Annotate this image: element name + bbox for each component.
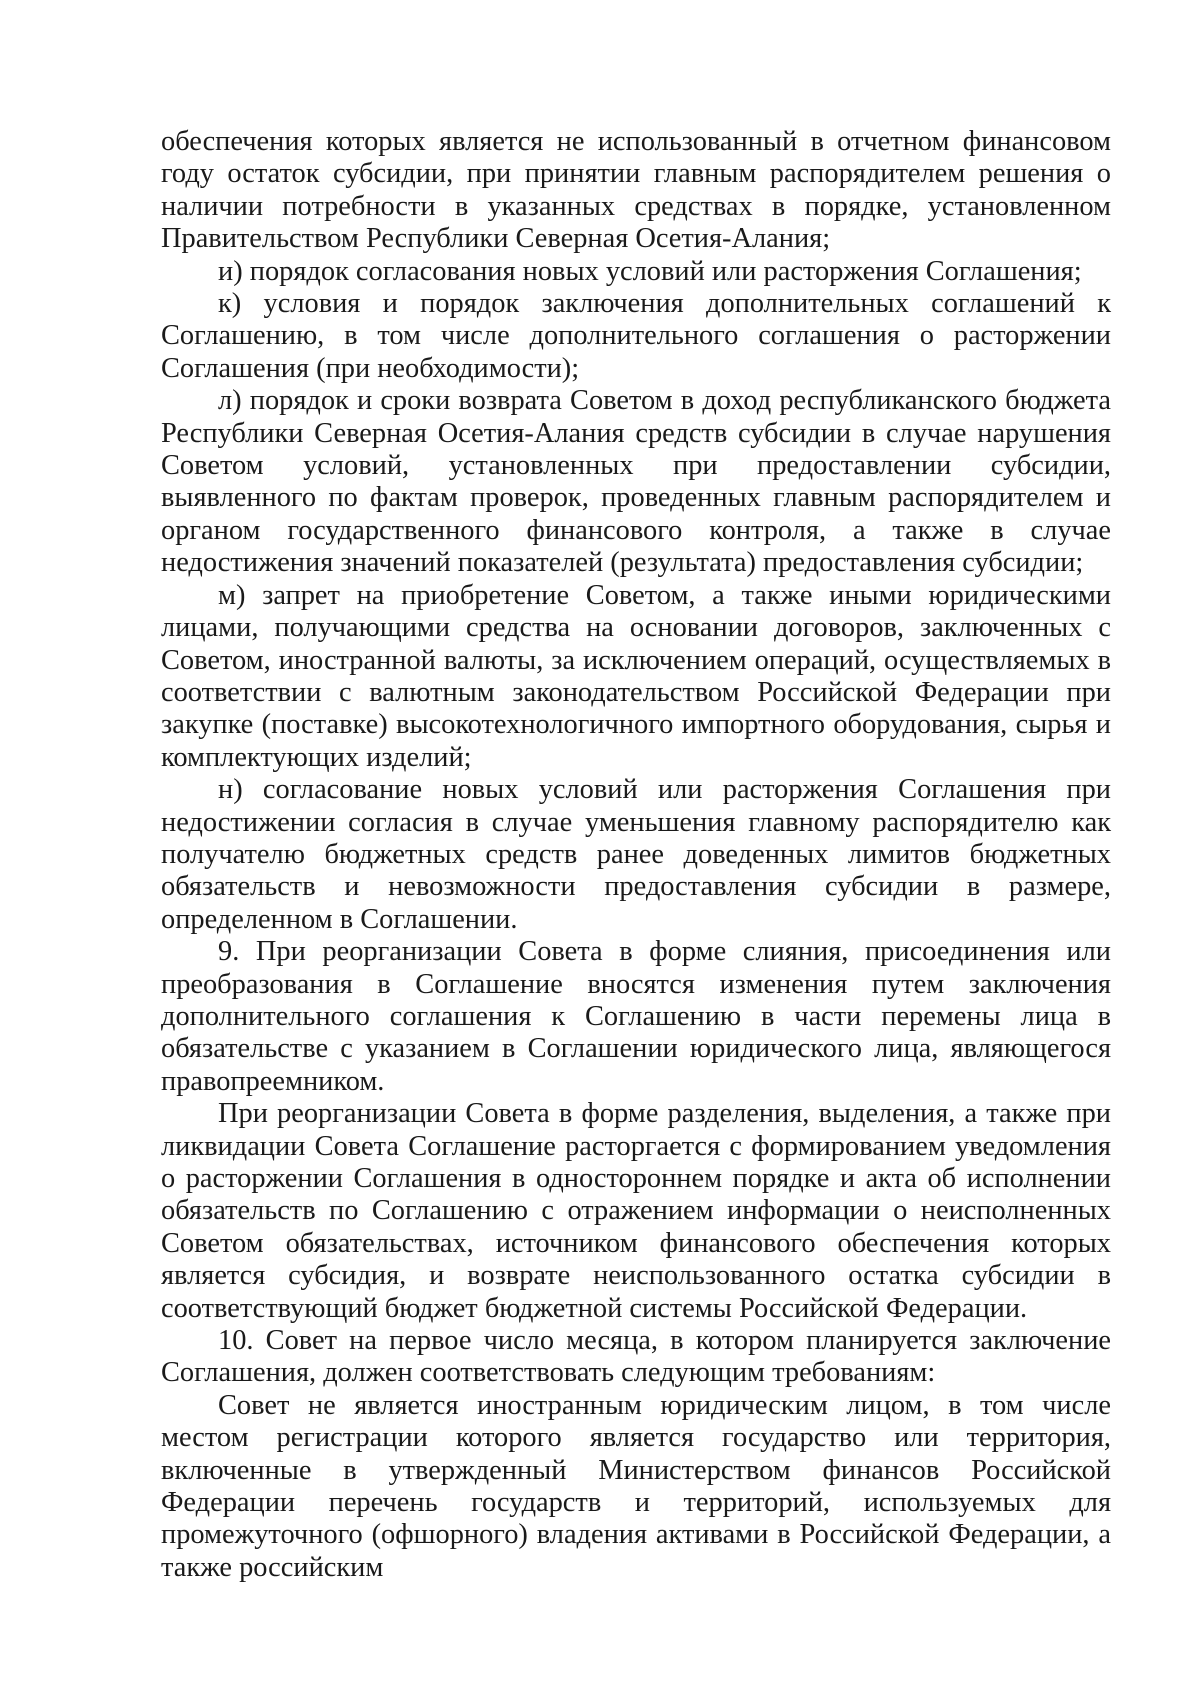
paragraph-item-k: к) условия и порядок заключения дополнительных соглашений к Соглашению, в том числе дополнительного соглашения о расторжении Соглашения (при необходимости); — [161, 288, 1111, 384]
paragraph-item-n: н) согласование новых условий или расторжения Соглашения при недостижении согласия в случае уменьшения главному распорядителю как получателю бюджетных средств ранее доведенных лимитов бюджетных обязательств и невозможности предоставления субсидии в размере, определенном в Соглашении. — [161, 774, 1111, 935]
paragraph-section-10: 10. Совет на первое число месяца, в котором планируется заключение Соглашения, должен соответствовать следующим требованиям: — [161, 1325, 1111, 1389]
paragraph-section-10-requirement: Совет не является иностранным юридическим лицом, в том числе местом регистрации которого является государство или территория, включенные в утвержденный Министерством финансов Российской Федерации перечень государств и территорий, используемых для промежуточного (офшорного) владения активами в Российской Федерации, а также российским — [161, 1389, 1111, 1583]
paragraph-continuation: обеспечения которых является не использованный в отчетном финансовом году остаток субсидии, при принятии главным распорядителем решения о наличии потребности в указанных средствах в порядке, установленном Правительством Республики Северная Осетия-Алания; — [161, 126, 1111, 255]
paragraph-section-9: 9. При реорганизации Совета в форме слияния, присоединения или преобразования в Соглашение вносятся изменения путем заключения дополнительного соглашения к Соглашению в части перемены лица в обязательстве с указанием в Соглашении юридического лица, являющегося правопреемником. — [161, 936, 1111, 1097]
paragraph-section-9-part-2: При реорганизации Совета в форме разделения, выделения, а также при ликвидации Совета Соглашение расторгается с формированием уведомления о расторжении Соглашения в одностороннем порядке и акта об исполнении обязательств по Соглашению с отражением информации о неисполненных Советом обязательствах, источником финансового обеспечения которых является субсидия, и возврате неиспользованного остатка субсидии в соответствующий бюджет бюджетной системы Российской Федерации. — [161, 1098, 1111, 1324]
paragraph-item-i: и) порядок согласования новых условий или расторжения Соглашения; — [218, 255, 1082, 287]
paragraph-item-l: л) порядок и сроки возврата Советом в доход республиканского бюджета Республики Северная Осетия-Алания средств субсидии в случае нарушения Советом условий, установленных при предоставлении субсидии, выявленного по фактам проверок, проведенных главным распорядителем и органом государственного финансового контроля, а также в случае недостижения значений показателей (результата) предоставления субсидии; — [161, 385, 1111, 579]
paragraph-item-m: м) запрет на приобретение Советом, а также иными юридическими лицами, получающими средства на основании договоров, заключенных с Советом, иностранной валюты, за исключением операций, осуществляемых в соответствии с валютным законодательством Российской Федерации при закупке (поставке) высокотехнологичного импортного оборудования, сырья и комплектующих изделий; — [161, 579, 1111, 773]
document-body — [161, 126, 1111, 1584]
